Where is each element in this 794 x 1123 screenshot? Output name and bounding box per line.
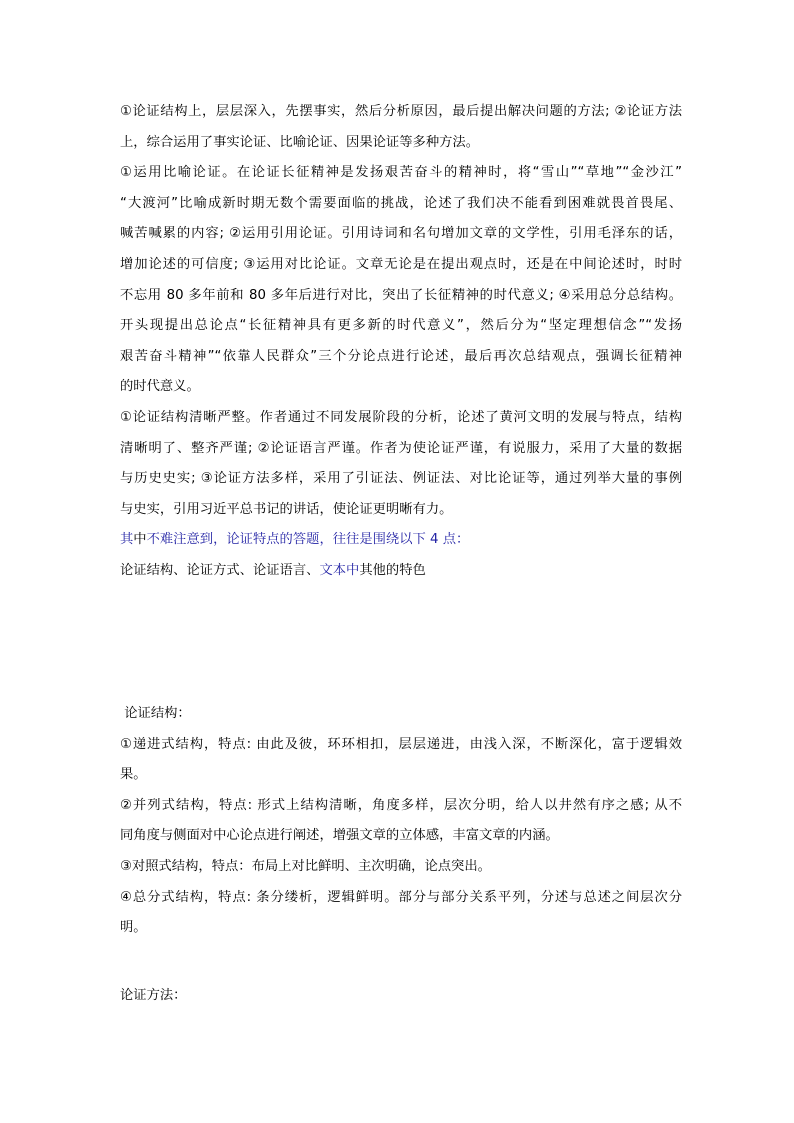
section-heading: 论证方法： [120,988,187,1003]
text-line: ①论证结构清晰严整。作者通过不同发展阶段的分析，论述了黄河文明的发展与特点，结构 [120,409,682,425]
text-line: “大渡河”比喻成新时期无数个需要面临的挑战，论述了我们决不能看到困难就畏首畏尾、 [120,195,682,211]
summary-part: 点： [442,532,470,548]
text-line: 的时代意义。 [120,379,200,395]
summary-part: 不难注意到，论证特点的答题，往往是围绕以下 [146,532,426,548]
text-line: 明。 [120,920,147,936]
summary-part: 其 [120,532,134,548]
text-line: 清晰明了、整齐严谨; ②论证语言严谨。作者为使论证严谨，有说服力，采用了大量的数据 [120,440,682,456]
points-part: 其他的特色 [359,562,426,578]
text-line: 开头现提出总论点“长征精神具有更多新的时代意义”，然后分为“坚定理想信念”“发扬 [120,318,682,334]
text-line: 果。 [120,767,147,783]
section-heading: 论证结构： [120,706,191,721]
summary-part: 4 [425,532,443,548]
argument-method-section [120,986,682,1017]
text-line: 与史实，引用习近平总书记的讲话，使论证更明晰有力。 [120,501,453,517]
text-line: 与历史史实; ③论证方法多样，采用了引证法、例证法、对比论证等，通过列举大量的事例 [120,471,682,487]
text-line: 上，综合运用了事实论证、比喻论证、因果论证等多种方法。 [120,134,480,150]
text-line: 喊苦喊累的内容; ②运用引用论证。引用诗词和名句增加文章的文学性，引用毛泽东的话， [120,226,682,242]
text-line: 艰苦奋斗精神”“依靠人民群众”三个分论点进行论述，最后再次总结观点，强调长征精神 [120,348,682,364]
argument-structure-section [120,704,682,949]
text-line: ①论证结构上，层层深入，先摆事实，然后分析原因，最后提出解决问题的方法; ②论证方法 [120,104,682,119]
text-line: ④总分式结构，特点: 条分缕析，逻辑鲜明。部分与部分关系平列，分述与总述之间层次分 [120,889,682,905]
text-line: 不忘用 80 多年前和 80 多年后进行对比，突出了长征精神的时代意义; ④采用总分总结构。 [120,287,682,303]
text-line: 同角度与侧面对中心论点进行阐述，增强文章的立体感，丰富文章的内涵。 [120,828,559,844]
points-part: 文本中 [319,562,360,578]
summary-line [120,530,682,550]
text-line: ①递进式结构，特点: 由此及彼，环环相扣，层层递进，由浅入深，不断深化，富于逻辑效 [120,736,682,752]
text-line: ③对照式结构，特点：布局上对比鲜明、主次明确，论点突出。 [120,858,491,874]
summary-part: 中 [133,532,147,548]
points-part: 论证结构、论证方式、论证语言、 [120,562,320,578]
text-line: ①运用比喻论证。在论证长征精神是发扬艰苦奋斗的精神时，将“雪山”“草地”“金沙江” [120,165,682,181]
argument-analysis-section [120,102,682,592]
text-line: ②并列式结构，特点: 形式上结构清晰，角度多样，层次分明，给人以井然有序之感; 从不 [120,797,682,813]
points-line [120,561,682,581]
text-line: 增加论述的可信度; ③运用对比论证。文章无论是在提出观点时，还是在中间论述时，时时 [120,256,682,272]
